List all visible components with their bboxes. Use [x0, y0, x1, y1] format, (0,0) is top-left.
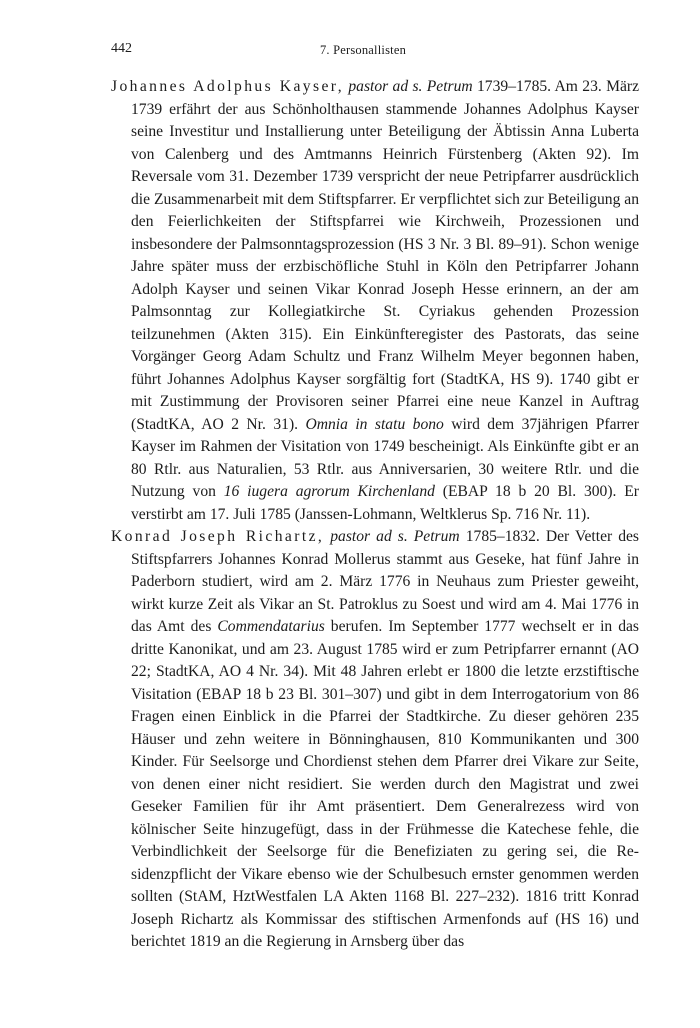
entry-office: pastor ad s. Petrum: [330, 528, 460, 545]
latin-phrase: Commendatarius: [217, 618, 325, 635]
entry-text: 1739–1785. Am 23. März 1739 erfährt der aus Schönholthausen stammende Johannes Adolphus Kayser seine Investitur und Installierung unter Beteiligung der Äbtissin Anna Luberta von Calenberg und des Amtmanns Heinrich Fürstenberg (Akten 92). Im Reversale vom 31. Dezember 1739 verspricht der neue Petripfarrer ausdrücklich die Zusammenarbeit mit dem Stiftspfarrer. Er verpflichtet sich zur Beteiligung an den Feierlichkeiten der Stiftspfarrei wie Kirchweih, Prozessionen und insbesondere der Palmsonntagsprozession (HS 3 Nr. 3 Bl. 89–91). Schon wenige Jahre später muss der erzbischöfliche Stuhl in Köln den Petripfarrer Johann Adolph Kayser und seinen Vikar Konrad Joseph Hesse erinnern, an der am Palmsonntag zur Kollegiatkirche St. Cyriakus gehenden Prozession teilzunehmen (Akten 315). Ein Einkünfteregister des Pastorats, das seine Vorgänger Georg Adam Schultz und Franz Wilhelm Meyer begonnen haben, führt Johannes Adolphus Kayser sorgfältig fort (StadtKA, HS 9). 1740 gibt er mit Zustimmung der Provisoren seiner Pfarrei eine neue Kanzel in Auftrag (StadtKA, AO 2 Nr. 31).: [131, 78, 639, 433]
page-number: 442: [111, 41, 132, 56]
entry-text: wird dem 37jährigen Pfarrer Kayser im Rahmen der Visitation von 1749 bescheinigt. Als Einkünfte gibt er an 80 Rtlr. aus Naturalien, 53 Rtlr. aus Anniversarien, 30 weitere Rtlr. und die Nutzung von: [131, 415, 639, 500]
entry-kayser: [111, 76, 639, 526]
entry-name: Konrad Joseph Richartz,: [111, 528, 325, 545]
latin-phrase: Omnia in statu bono: [305, 415, 444, 433]
entry-name: Johannes Adolphus Kayser,: [111, 78, 345, 95]
entry-text: berufen. Im September 1777 wechselt er in das dritte Kanonikat, und am 23. August 1785 wird er zum Petripfarrer ernannt (AO 22; StadtKA, AO 4 Nr. 34). Mit 48 Jahren erlebt er 1800 die letzte erzstiftische Visitation (EBAP 18 b 23 Bl. 301–307) und gibt in dem Interrogatorium von 86 Fragen einen Einblick in die Pfarrei der Stadtkirche. Zu dieser gehören 235 Häuser und zehn weitere in Bönninghausen, 810 Kommunikanten und 300 Kinder. Für Seelsorge und Chordienst stehen dem Pfarrer drei Vikare zur Seite, von denen einer nicht residiert. Sie werden durch den Magistrat und zwei Geseker Familien für ihr Amt präsentiert. Dem Generalrezess wird von kölnischer Seite hinzugefügt, dass in der Frühmesse die Katechese fehle, die Verbindlichkeit der Seelsorge für die Benefiziaten zu gering sei, die Residenzpflicht der Vikare ebenso wie der Schulbesuch ernster genommen werden sollten (StAM, HztWestfalen LA Akten 1168 Bl. 227–232). 1816 tritt Konrad Joseph Richartz als Kommissar des stiftischen Armenfonds auf (HS 16) und berichtet 1819 an die Regierung in Arnsberg über das: [131, 618, 639, 950]
entry-text: (EBAP 18 b 20 Bl. 300). Er verstirbt am 17. Juli 1785 (Janssen-Lohmann, Weltklerus Sp. 716 Nr. 11).: [131, 483, 639, 523]
entry-richartz: [111, 526, 639, 954]
running-head: 7. Personallisten: [319, 43, 407, 57]
body-text: [111, 76, 639, 954]
entry-office: pastor ad s. Petrum: [348, 78, 473, 95]
latin-phrase: 16 iugera agrorum Kirchenland: [223, 483, 435, 500]
entry-text: 1785–1832. Der Vetter des Stiftspfarrers Johannes Konrad Mollerus stammt aus Geseke, hat fünf Jahre in Paderborn studiert, wird am 2. März 1776 in Neuhaus zum Priester geweiht, wirkt kurze Zeit als Vikar an St. Patroklus zu Soest und wird am 4. Mai 1776 in das Amt des: [131, 528, 640, 635]
